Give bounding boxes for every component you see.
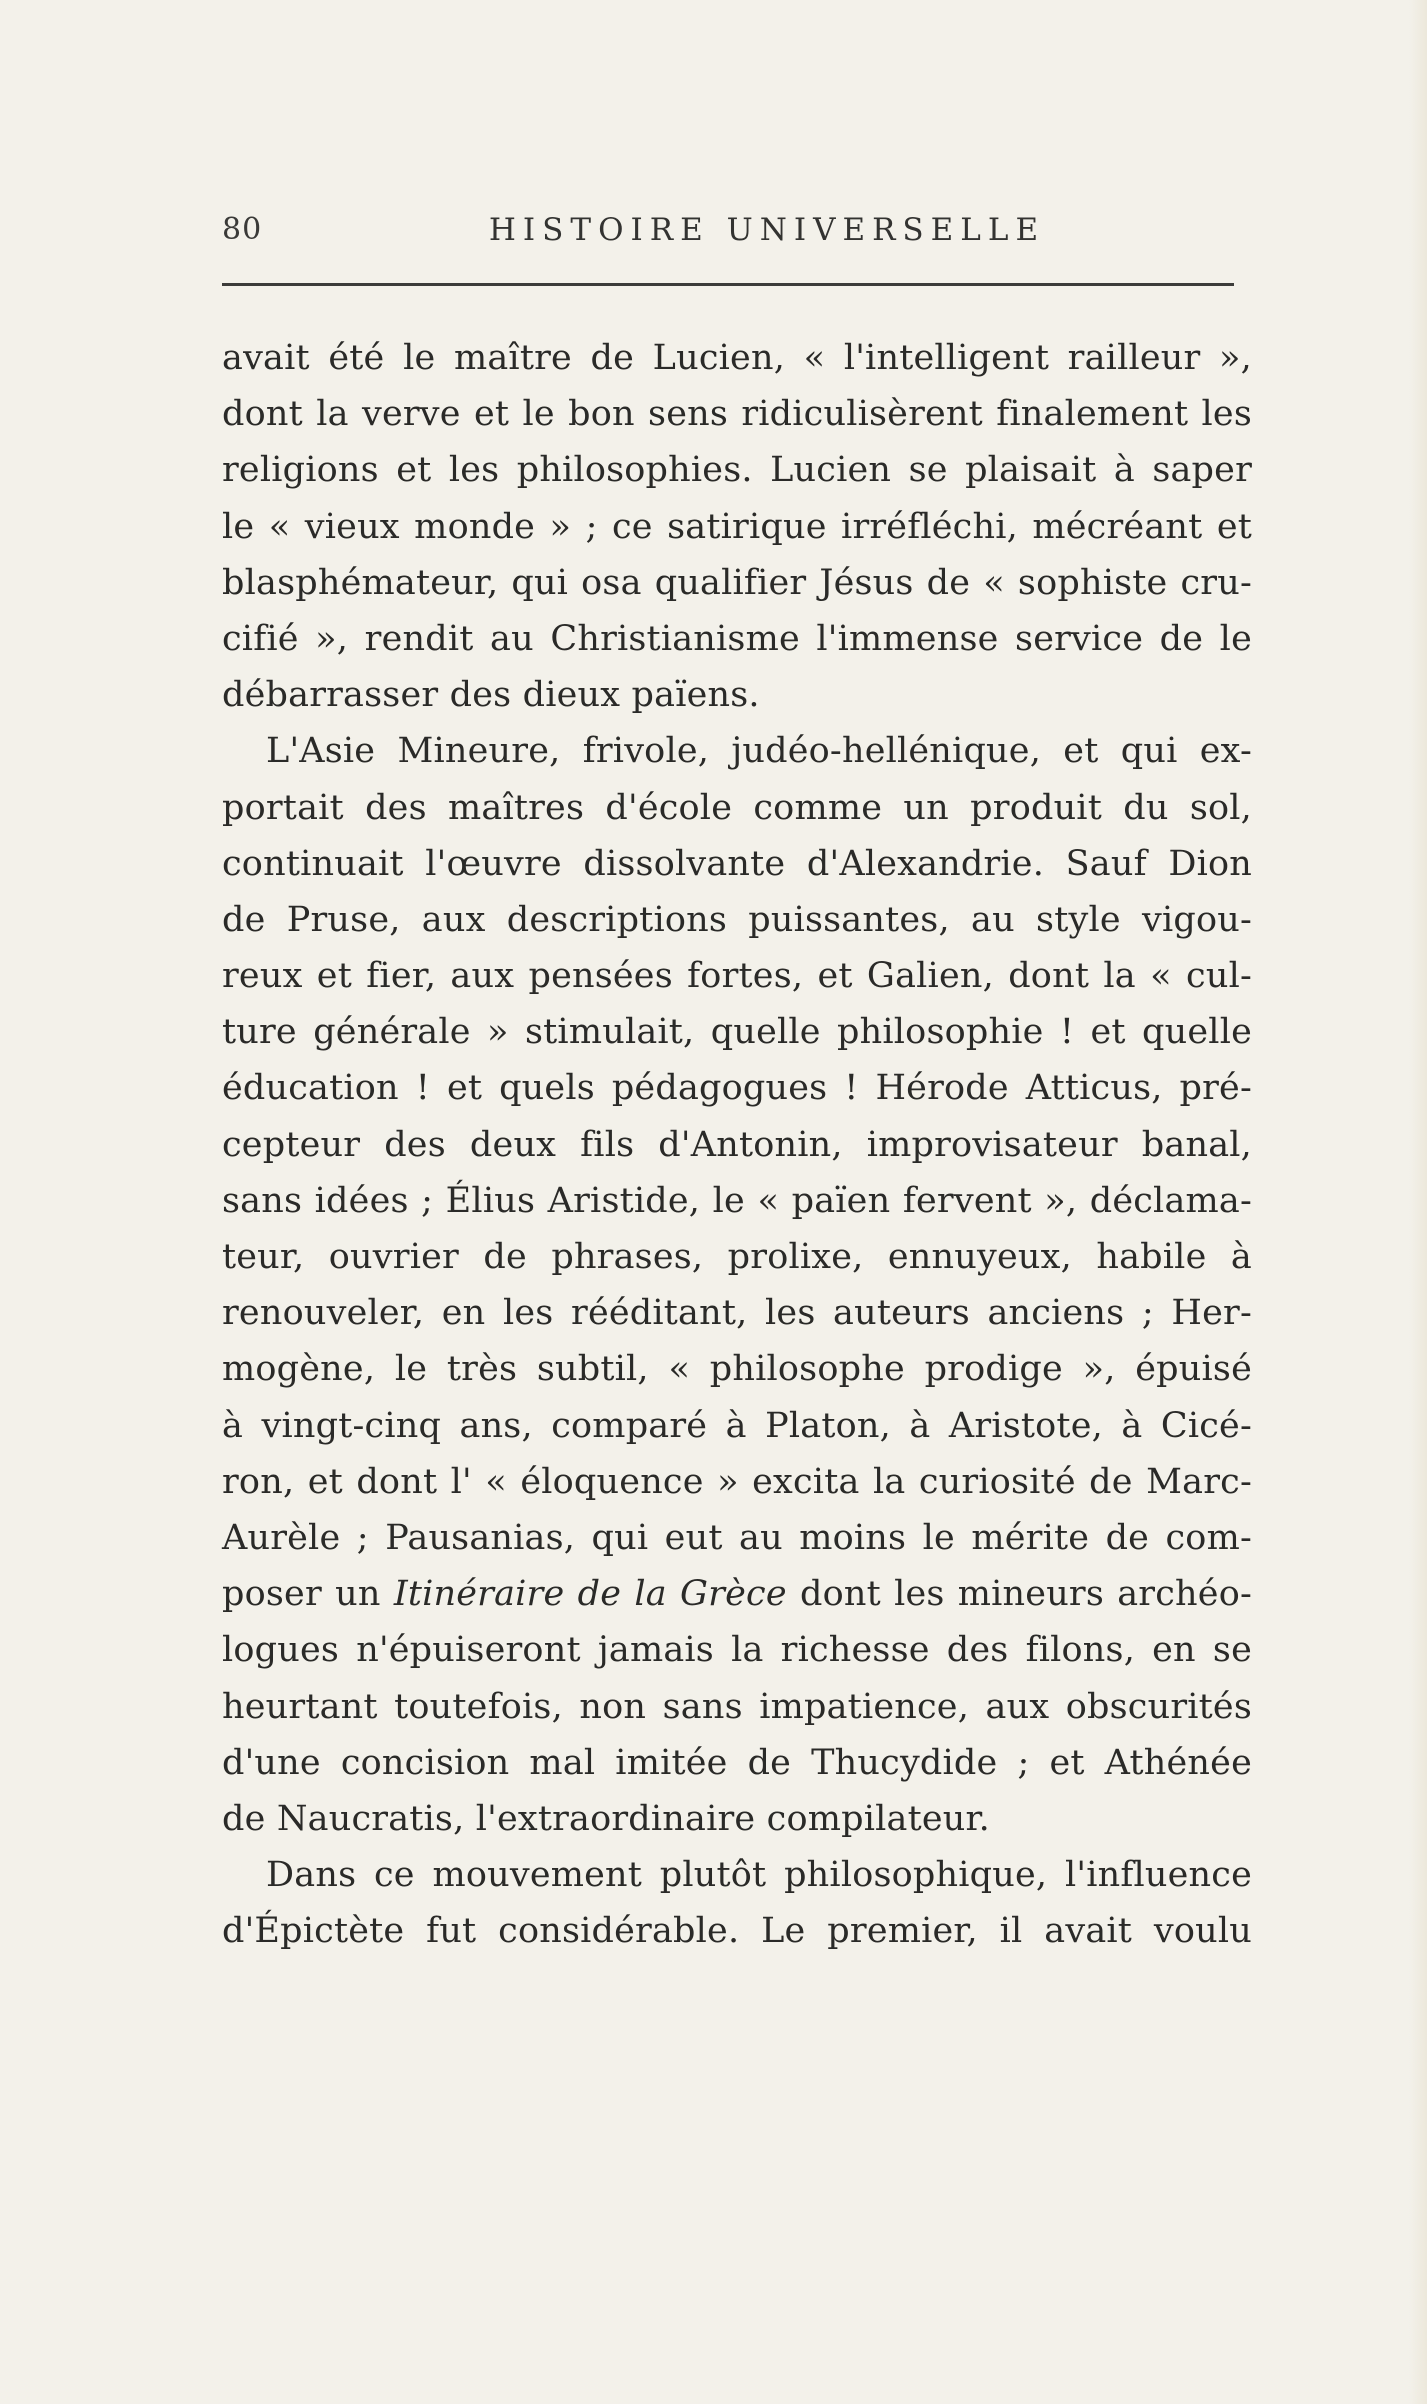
text-line: continuait l'œuvre dissolvante d'Alexandrie. Sauf Dion (222, 843, 1252, 884)
text-line: Aurèle ; Pausanias, qui eut au moins le mérite de com- (222, 1517, 1252, 1558)
page-number: 80 (222, 212, 263, 247)
text-line: blasphémateur, qui osa qualifier Jésus de « sophiste cru- (222, 562, 1252, 603)
text-line: heurtant toutefois, non sans impatience, aux obscurités (222, 1686, 1252, 1727)
text-line: logues n'épuiseront jamais la richesse des filons, en se (222, 1630, 1252, 1671)
line-text-before: poser un (222, 1574, 394, 1615)
text-line: d'Épictète fut considérable. Le premier, il avait voulu (222, 1911, 1252, 1952)
text-line: religions et les philosophies. Lucien se plaisait à saper (222, 450, 1252, 491)
text-line: cepteur des deux fils d'Antonin, improvisateur banal, (222, 1124, 1252, 1165)
text-line-with-italic-title (222, 1566, 1252, 1622)
text-line: avait été le maître de Lucien, « l'intelligent railleur », (222, 338, 1252, 378)
body-text (222, 330, 1252, 1959)
text-line: ture générale » stimulait, quelle philosophie ! et quelle (222, 1012, 1252, 1053)
text-line: à vingt-cinq ans, comparé à Platon, à Aristote, à Cicé- (222, 1405, 1252, 1446)
text-line: sans idées ; Élius Aristide, le « païen fervent », déclama- (222, 1180, 1252, 1221)
text-line: mogène, le très subtil, « philosophe prodige », épuisé (222, 1349, 1252, 1390)
text-line: renouveler, en les rééditant, les auteurs anciens ; Her- (222, 1293, 1252, 1334)
italic-book-title: Itinéraire de la Grèce (393, 1574, 787, 1615)
paragraph-start-line: Dans ce mouvement plutôt philosophique, l'influence (266, 1855, 1252, 1896)
text-line: d'une concision mal imitée de Thucydide ; et Athénée (222, 1742, 1252, 1783)
text-line: débarrasser des dieux païens. (222, 675, 760, 716)
text-line: le « vieux monde » ; ce satirique irréfléchi, mécréant et (222, 506, 1252, 547)
text-line: dont la verve et le bon sens ridiculisèrent finalement les (222, 394, 1252, 435)
text-line: de Naucratis, l'extraordinaire compilateur. (222, 1798, 990, 1839)
running-head (222, 212, 1252, 262)
text-line: éducation ! et quels pédagogues ! Hérode Atticus, pré- (222, 1068, 1252, 1109)
text-line: de Pruse, aux descriptions puissantes, au style vigou- (222, 899, 1252, 940)
text-line: portait des maîtres d'école comme un produit du sol, (222, 787, 1252, 828)
text-line: cifié », rendit au Christianisme l'immense service de le (222, 618, 1252, 659)
running-title: HISTOIRE UNIVERSELLE (488, 212, 1046, 248)
text-line: reux et fier, aux pensées fortes, et Galien, dont la « cul- (222, 956, 1252, 997)
line-text-after: dont les mineurs archéo- (786, 1574, 1252, 1615)
text-line: ron, et dont l' « éloquence » excita la curiosité de Marc- (222, 1461, 1252, 1502)
text-line: teur, ouvrier de phrases, prolixe, ennuyeux, habile à (222, 1237, 1252, 1277)
paragraph-start-line: L'Asie Mineure, frivole, judéo-hellénique, et qui ex- (266, 731, 1252, 772)
page-edge (1409, 0, 1427, 2404)
header-rule (222, 283, 1234, 286)
